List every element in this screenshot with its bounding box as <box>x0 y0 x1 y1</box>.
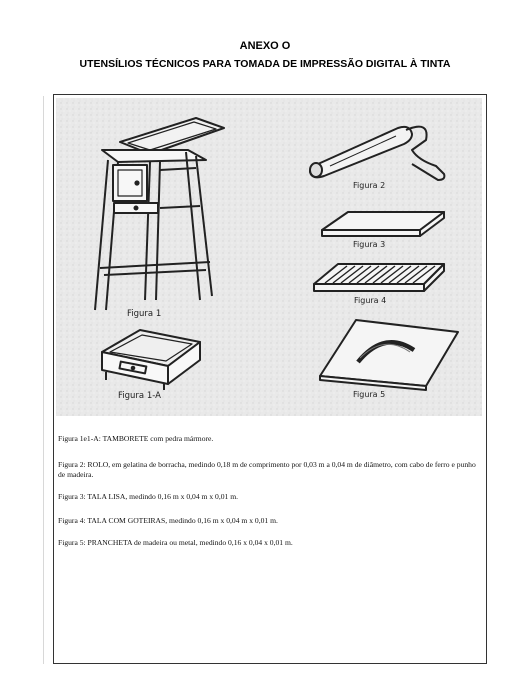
page-edge <box>43 96 50 664</box>
caption-4: Figura 4: TALA COM GOTEIRAS, medindo 0,16 m x 0,04 m x 0,01 m. <box>58 516 278 525</box>
caption-1: Figura 1e1-A: TAMBORETE com pedra mármore. <box>58 434 214 443</box>
caption-5: Figura 5: PRANCHETA de madeira ou metal, medindo 0,16 x 0,04 x 0,01 m. <box>58 538 293 547</box>
figure-5-label: Figura 5 <box>353 390 386 399</box>
caption-3: Figura 3: TALA LISA, medindo 0,16 m x 0,04 m x 0,01 m. <box>58 492 239 501</box>
figure-4-label: Figura 4 <box>354 296 387 305</box>
grooved-slab-drawing <box>314 264 444 291</box>
figure-1-label: Figura 1 <box>127 309 162 319</box>
annex-title: ANEXO O <box>239 40 291 52</box>
figure-2-label: Figura 2 <box>353 181 386 190</box>
figures-illustration <box>56 98 482 416</box>
caption-2: Figura 2: ROLO, em gelatina de borracha, medindo 0,18 m de comprimento por 0,03 m a 0,04 m de diâmetro, com cabo de ferro e punho de madeira. <box>58 460 476 479</box>
figure-3-label: Figura 3 <box>353 240 386 249</box>
figure-1a-label: Figura 1-A <box>118 391 161 401</box>
annex-subtitle: UTENSÍLIOS TÉCNICOS PARA TOMADA DE IMPRESSÃO DIGITAL À TINTA <box>79 58 451 70</box>
